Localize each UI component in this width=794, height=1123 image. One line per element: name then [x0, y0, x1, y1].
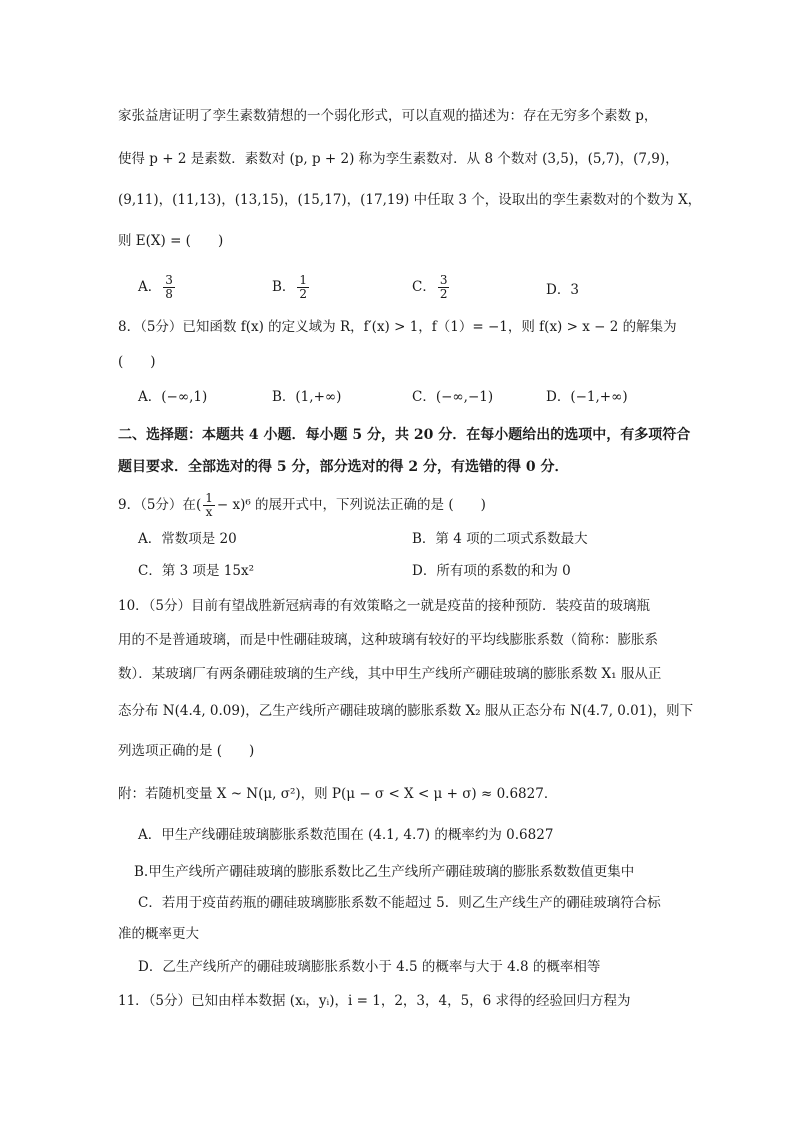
q10-note: 附：若随机变量 X ~ N(μ, σ²)，则 P(μ − σ < X < μ + σ) ≈ 0.6827．	[118, 786, 558, 802]
q7-option-c	[412, 274, 451, 301]
fraction: $\frac{3}{8}$	[165, 273, 173, 301]
q11-line-1: 11．（5分）已知由样本数据 (xᵢ，yᵢ)，i = 1，2，3，4，5，6 求得的经验回归方程为	[118, 993, 631, 1009]
fraction: $\frac{3}{2}$	[439, 273, 448, 301]
section-heading-line-2: 题目要求．全部选对的得 5 分，部分选对的得 2 分，有选错的得 0 分．	[118, 459, 569, 475]
q10-option-c-line-1: C．若用于疫苗药瓶的硼硅玻璃膨胀系数不能超过 5．则乙生产线生产的硼硅玻璃符合标	[138, 895, 661, 911]
q9-stem: 9．（5分）在( $\frac{1}{x}$ − x)⁶ 的展开式中，下列说法正确的是 ( )	[118, 491, 486, 519]
q8-line-1: 8．（5分）已知函数 f(x) 的定义域为 R，f′(x) > 1，f（1）= −1，则 f(x) > x − 2 的解集为	[118, 319, 677, 335]
q9-option-c: C．第 3 项是 15x²	[138, 563, 254, 579]
q9-prefix: 9．（5分）在	[118, 497, 196, 513]
q8-option-a: A．(−∞,1)	[138, 389, 208, 405]
q10-option-b: B.甲生产线所产硼硅玻璃的膨胀系数比乙生产线所产硼硅玻璃的膨胀系数数值更集中	[134, 864, 635, 880]
q8-line-2: ( )	[118, 354, 156, 370]
q7-line-3: (9,11)，(11,13)，(13,15)，(15,17)，(17,19) 中任取 3 个，设取出的孪生素数对的个数为 X，	[118, 192, 702, 208]
q10-line-1: 10．（5分）目前有望战胜新冠病毒的有效策略之一就是疫苗的接种预防．装疫苗的玻璃瓶	[118, 598, 651, 614]
fraction: $\frac{1}{2}$	[299, 273, 308, 301]
q9-suffix: − x)⁶ 的展开式中，下列说法正确的是 ( )	[216, 497, 486, 513]
q7-option-a	[138, 274, 177, 301]
q7-line-1: 家张益唐证明了孪生素数猜想的一个弱化形式，可以直观的描述为：存在无穷多个素数 p，	[118, 108, 658, 124]
q9-option-d: D．所有项的系数的和为 0	[412, 563, 571, 579]
q9-option-b: B．第 4 项的二项式系数最大	[412, 531, 588, 547]
q10-line-3: 数）．某玻璃厂有两条硼硅玻璃的生产线，其中甲生产线所产硼硅玻璃的膨胀系数 X₁ 服从正	[118, 666, 662, 682]
q10-line-4: 态分布 N(4.4, 0.09)，乙生产线所产硼硅玻璃的膨胀系数 X₂ 服从正态分布 N(4.7, 0.01)，则下	[118, 703, 694, 719]
q10-option-c-line-2: 准的概率更大	[118, 926, 199, 942]
section-heading-line-1: 二、选择题：本题共 4 小题．每小题 5 分，共 20 分．在每小题给出的选项中，有多项符合	[118, 427, 691, 443]
q7-line-2: 使得 p + 2 是素数．素数对 (p, p + 2) 称为孪生素数对．从 8 个数对 (3,5)，(5,7)，(7,9)，	[118, 151, 679, 167]
q8-option-d: D．(−1,+∞)	[546, 389, 628, 405]
q10-line-5: 列选项正确的是 ( )	[118, 743, 255, 759]
option-label: A．	[138, 279, 162, 295]
q7-option-d	[546, 281, 579, 299]
option-value: 3	[570, 282, 579, 298]
q8-option-b: B．(1,+∞)	[272, 389, 342, 405]
q10-line-2: 用的不是普通玻璃，而是中性硼硅玻璃，这种玻璃有较好的平均线膨胀系数（简称：膨胀系	[118, 632, 658, 648]
q9-option-a: A．常数项是 20	[138, 531, 237, 547]
fraction: $\frac{1}{x}$	[205, 491, 213, 519]
option-label: C．	[412, 279, 436, 295]
q10-option-d: D．乙生产线所产的硼硅玻璃膨胀系数小于 4.5 的概率与大于 4.8 的概率相等	[138, 959, 601, 975]
q7-line-4: 则 E(X) = ( )	[118, 233, 224, 249]
option-label: B．	[272, 279, 296, 295]
q7-option-b	[272, 274, 311, 301]
option-label: D．	[546, 282, 571, 298]
q8-option-c: C．(−∞,−1)	[412, 389, 494, 405]
q10-option-a: A．甲生产线硼硅玻璃膨胀系数范围在 (4.1, 4.7) 的概率约为 0.6827	[138, 827, 554, 843]
